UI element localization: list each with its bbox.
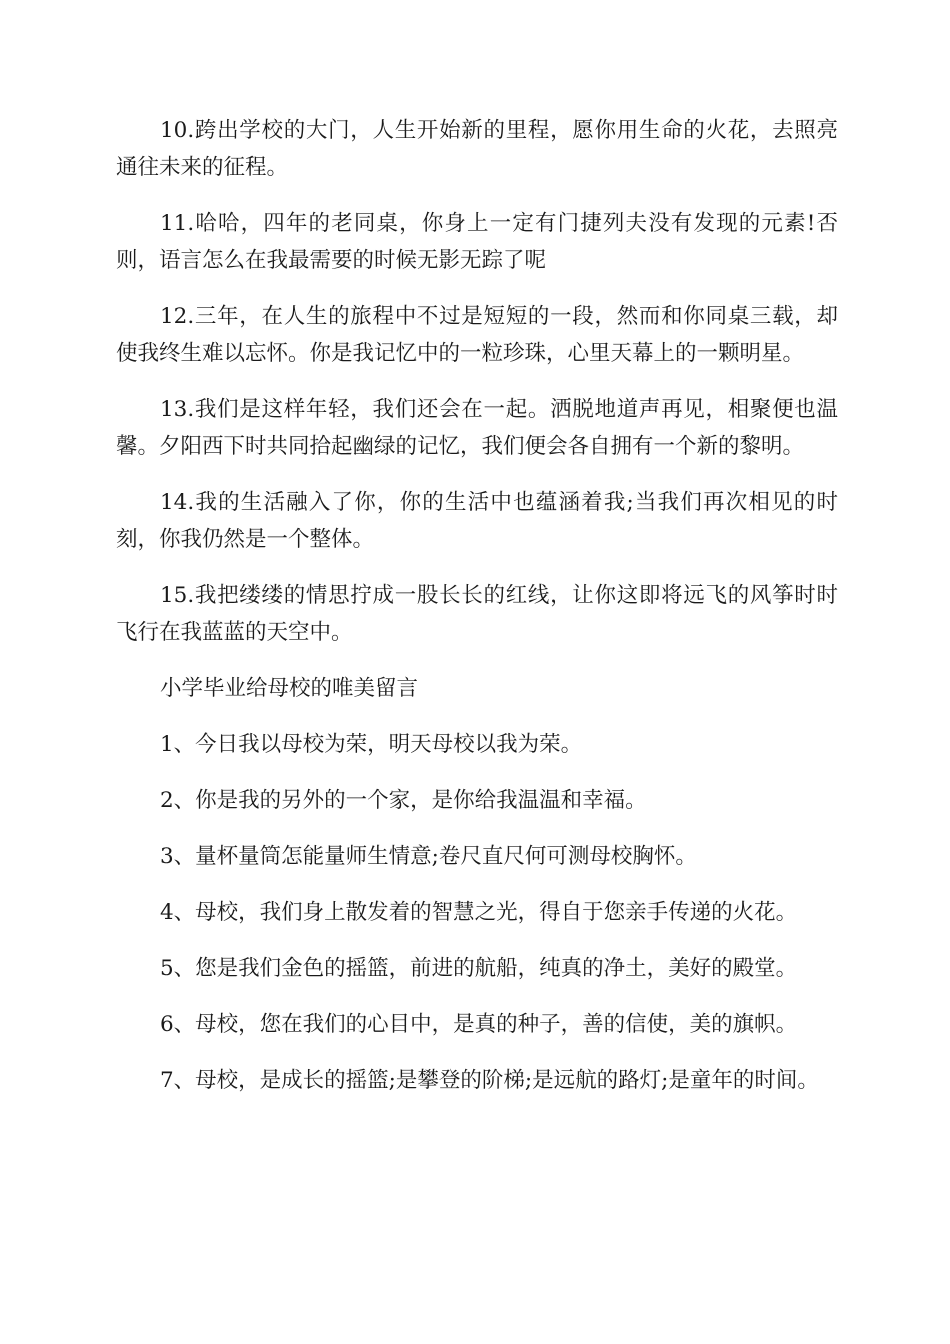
list-item-7: 7、母校，是成长的摇篮;是攀登的阶梯;是远航的路灯;是童年的时间。: [160, 1068, 819, 1093]
list-item-1: 1、今日我以母校为荣，明天母校以我为荣。: [160, 732, 583, 757]
list-item-3: 3、量杯量筒怎能量师生情意;卷尺直尺何可测母校胸怀。: [160, 844, 697, 869]
list-item-2: 2、你是我的另外的一个家，是你给我温温和幸福。: [160, 788, 647, 813]
paragraph-15: 15.我把缕缕的情思拧成一股长长的红线，让你这即将远飞的风筝时时飞行在我蓝蓝的天空中。: [116, 583, 838, 645]
paragraph-14: 14.我的生活融入了你，你的生活中也蕴涵着我;当我们再次相见的时刻，你我仍然是一个整体。: [116, 490, 838, 552]
paragraph-12: 12.三年，在人生的旅程中不过是短短的一段，然而和你同桌三载，却使我终生难以忘怀。你是我记忆中的一粒珍珠，心里天幕上的一颗明星。: [116, 304, 838, 366]
paragraph-13: 13.我们是这样年轻，我们还会在一起。洒脱地道声再见，相聚便也温馨。夕阳西下时共同拾起幽绿的记忆，我们便会各自拥有一个新的黎明。: [116, 397, 838, 459]
list-item-6: 6、母校，您在我们的心目中，是真的种子，善的信使，美的旗帜。: [160, 1012, 798, 1037]
list-item-4: 4、母校，我们身上散发着的智慧之光，得自于您亲手传递的火花。: [160, 900, 798, 925]
section-heading: 小学毕业给母校的唯美留言: [160, 676, 419, 701]
paragraph-10: 10.跨出学校的大门，人生开始新的里程，愿你用生命的火花，去照亮通往未来的征程。: [116, 118, 838, 180]
document-body: [116, 112, 838, 1118]
list-item-5: 5、您是我们金色的摇篮，前进的航船，纯真的净土，美好的殿堂。: [160, 956, 798, 981]
paragraph-11: 11.哈哈，四年的老同桌，你身上一定有门捷列夫没有发现的元素!否则，语言怎么在我最需要的时候无影无踪了呢: [116, 211, 838, 273]
